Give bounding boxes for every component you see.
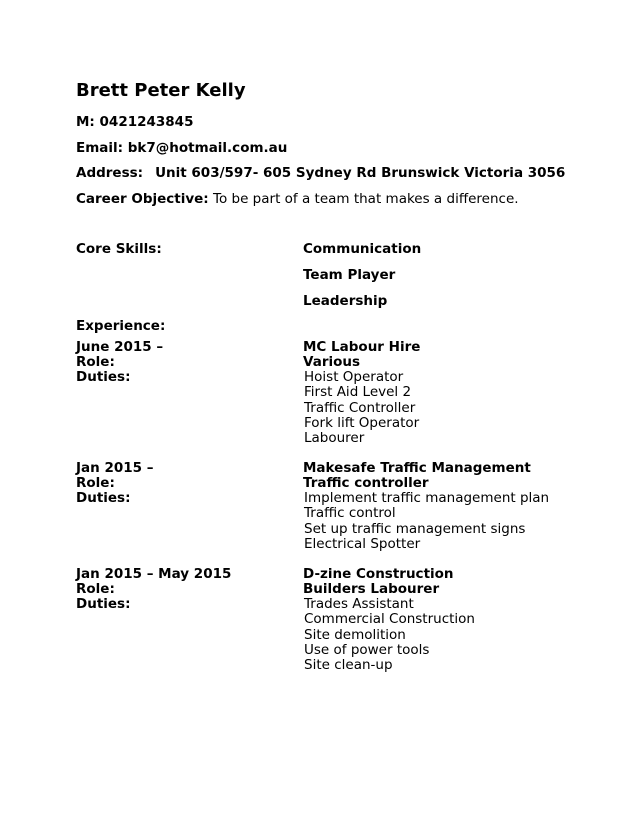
- duty-item: Site clean-up: [304, 657, 393, 673]
- job-role: Traffic controller: [303, 475, 429, 491]
- duty-item: Electrical Spotter: [304, 535, 421, 552]
- duty-item: Trades Assistant: [304, 596, 414, 612]
- address-label: Address:: [76, 165, 144, 181]
- job-date: Jan 2015 – May 2015: [76, 566, 232, 582]
- job-role: Builders Labourer: [303, 581, 440, 597]
- experience-label: Experience:: [76, 318, 166, 334]
- job-date: Jan 2015 –: [76, 460, 154, 476]
- job-company: Makesafe Traffic Management: [303, 460, 531, 476]
- duty-item: Traffic control: [304, 505, 396, 522]
- objective-value: To be part of a team that makes a difference.: [208, 191, 519, 207]
- job-company: MC Labour Hire: [303, 339, 421, 355]
- duty-item: Use of power tools: [304, 641, 430, 658]
- mobile-line: M: 0421243845: [76, 114, 194, 130]
- job-duties-label: Duties:: [76, 490, 131, 506]
- duty-item: First Aid Level 2: [304, 384, 412, 401]
- job-duties-label: Duties:: [76, 596, 131, 612]
- job-role: Various: [303, 354, 361, 370]
- job-duties-list: [304, 370, 419, 446]
- objective-line: [76, 191, 519, 207]
- job-duties-list: [304, 597, 475, 673]
- duty-item: Site demolition: [304, 626, 406, 643]
- core-skill-item: Communication: [303, 241, 422, 257]
- duty-item: Fork lift Operator: [304, 414, 420, 431]
- address-value: Unit 603/597- 605 Sydney Rd Brunswick Victoria 3056: [155, 165, 566, 181]
- address-line: [76, 165, 565, 181]
- core-skill-item: Leadership: [303, 293, 388, 309]
- duty-item: Hoist Operator: [304, 369, 404, 385]
- job-duties-label: Duties:: [76, 369, 131, 385]
- core-skills-label: Core Skills:: [76, 241, 162, 257]
- core-skill-item: Team Player: [303, 267, 396, 283]
- email-line: Email: bk7@hotmail.com.au: [76, 140, 288, 156]
- job-role-label: Role:: [76, 354, 115, 370]
- duty-item: Labourer: [304, 430, 365, 446]
- objective-label: Career Objective:: [76, 191, 209, 207]
- duty-item: Set up traffic management signs: [304, 520, 526, 537]
- duty-item: Traffic Controller: [304, 399, 416, 416]
- duty-item: Implement traffic management plan: [304, 490, 550, 506]
- job-company: D-zine Construction: [303, 566, 454, 582]
- resume-name: Brett Peter Kelly: [76, 80, 246, 101]
- job-duties-list: [304, 491, 549, 552]
- job-date: June 2015 –: [76, 339, 164, 355]
- job-role-label: Role:: [76, 475, 115, 491]
- duty-item: Commercial Construction: [304, 611, 475, 628]
- job-role-label: Role:: [76, 581, 115, 597]
